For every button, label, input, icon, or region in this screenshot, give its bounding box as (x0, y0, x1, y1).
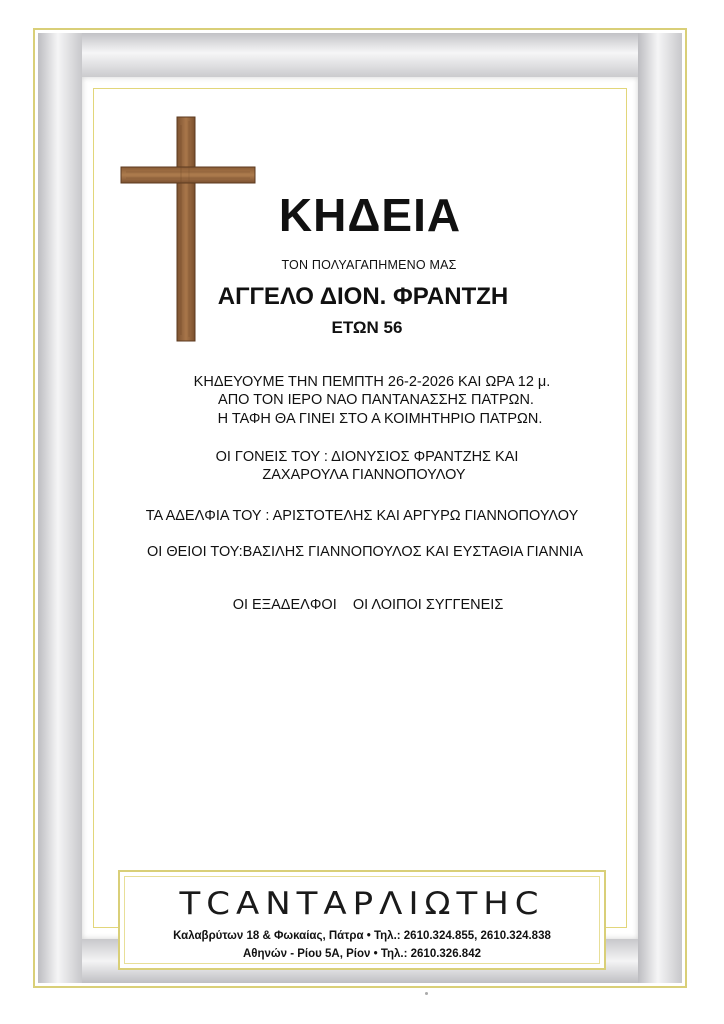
funeral-home-logo: ΤCΑΝΤΑΡΛΙΩΤΗC (179, 885, 545, 923)
parents-line: ΟΙ ΓΟΝΕΙΣ ΤΟΥ : ΔΙΟΝΥΣΙΟΣ ΦΡΑΝΤΖΗΣ ΚΑΙ (215, 449, 519, 465)
notice-subtitle: ΤΟΝ ΠΟΛΥΑΓΑΠΗΜΕΝΟ ΜΑΣ (281, 258, 457, 272)
burial-line: Η ΤΑΦΗ ΘΑ ΓΙΝΕΙ ΣΤΟ Α ΚΟΙΜΗΤΗΡΙΟ ΠΑΤΡΩΝ. (217, 411, 543, 427)
funeral-home-box (118, 870, 606, 970)
notice-title: ΚΗΔΕΙΑ (278, 189, 462, 241)
ceremony-time-line: ΚΗΔΕΥΟΥΜΕ ΤΗΝ ΠΕΜΠΤΗ 26-2-2026 ΚΑΙ ΩΡΑ 12 μ. (193, 374, 551, 390)
funeral-home-address-2: Αθηνών - Ρίου 5Α, Ρίον • Τηλ.: 2610.326.842 (242, 948, 481, 960)
scan-speck (425, 992, 428, 995)
funeral-home-address-1: Καλαβρύτων 18 & Φωκαίας, Πάτρα • Τηλ.: 2610.324.855, 2610.324.838 (173, 930, 551, 942)
church-line: ΑΠΟ ΤΟΝ ΙΕΡΟ ΝΑΟ ΠΑΝΤΑΝΑΣΣΗΣ ΠΑΤΡΩΝ. (218, 392, 534, 408)
frame-top (38, 33, 682, 77)
deceased-age: ΕΤΩΝ 56 (331, 318, 403, 337)
siblings-line: ΤΑ ΑΔΕΛΦΙΑ ΤΟΥ : ΑΡΙΣΤΟΤΕΛΗΣ ΚΑΙ ΑΡΓΥΡΩ ΓΙΑΝΝΟΠΟΥΛΟΥ (145, 508, 579, 524)
uncles-aunts-line: ΟΙ ΘΕΙΟΙ ΤΟΥ:ΒΑΣΙΛΗΣ ΓΙΑΝΝΟΠΟΥΛΟΣ ΚΑΙ ΕΥΣΤΑΘΙΑ ΓΙΑΝΝΙΑ (146, 544, 583, 560)
parents-line-2: ΖΑΧΑΡΟΥΛΑ ΓΙΑΝΝΟΠΟΥΛΟΥ (262, 467, 466, 483)
deceased-name: ΑΓΓΕΛΟ ΔΙΟΝ. ΦΡΑΝΤΖΗ (217, 283, 509, 310)
cousins-relatives-line: ΟΙ ΕΞΑΔΕΛΦΟΙ ΟΙ ΛΟΙΠΟΙ ΣΥΓΓΕΝΕΙΣ (232, 597, 504, 613)
